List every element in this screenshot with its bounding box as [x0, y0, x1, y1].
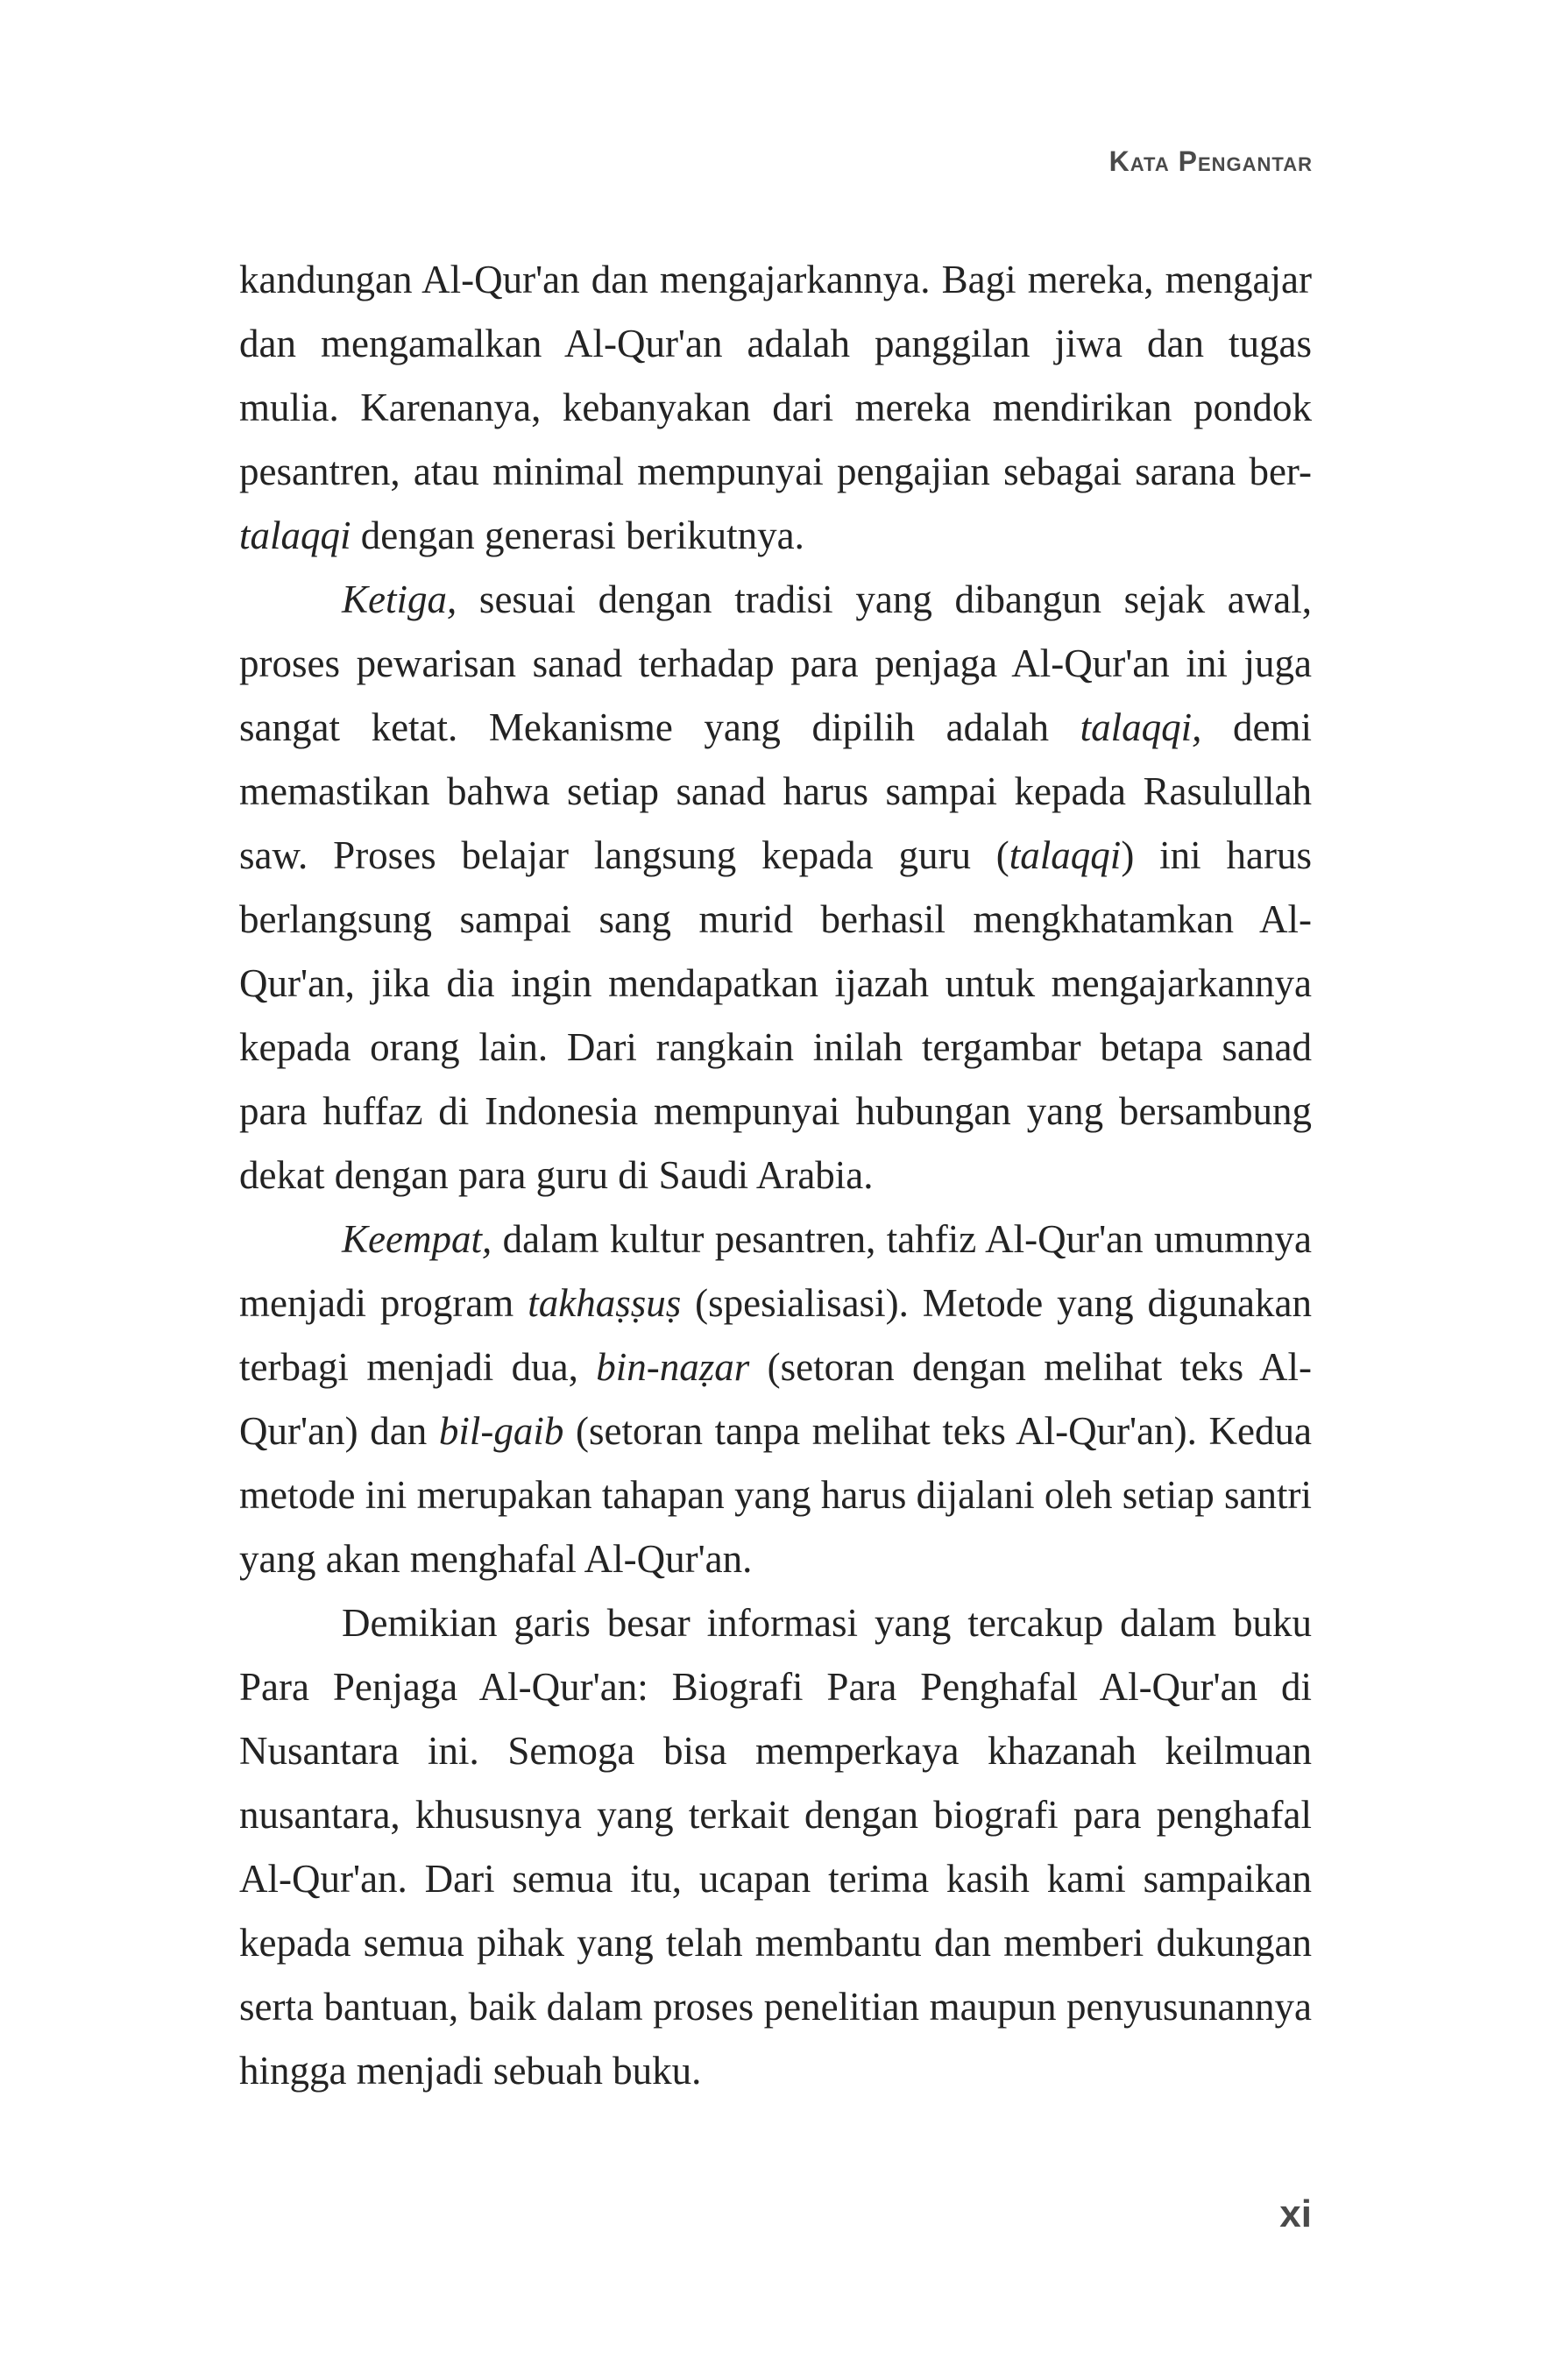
italic-term: bil-gaib — [438, 1409, 564, 1453]
page-number: xi — [1279, 2192, 1312, 2235]
italic-term: takhaṣṣuṣ — [528, 1281, 682, 1325]
paragraph — [239, 1208, 1312, 1591]
italic-term: talaqqi — [1009, 833, 1122, 877]
text-run: dengan generasi berikutnya. — [351, 514, 804, 557]
text-run: sesuai dengan tradisi yang dibangun sejak awal, proses pewarisan sanad terhadap para penjaga Al-Qur'an ini juga sangat ketat. Mekanisme yang dipilih adalah — [239, 577, 1312, 749]
text-run: (setoran tanpa melihat teks Al-Qur'an). Kedua metode ini merupakan tahapan yang harus dijalani oleh setiap santri yang akan menghafal Al-Qur'an. — [239, 1409, 1312, 1581]
italic-term: talaqqi, — [1080, 705, 1202, 749]
paragraph — [239, 568, 1312, 1208]
italic-term: talaqqi — [239, 514, 351, 557]
text-run: dalam kultur pesantren, tahfiz Al-Qur'an umumnya menjadi program — [239, 1217, 1312, 1325]
text-run: ) ini harus berlangsung sampai sang murid berhasil mengkhatamkan Al-Qur'an, jika dia ingin mendapatkan ijazah untuk mengajarkannya kepada orang lain. Dari rangkain inilah tergambar betapa sanad para huffaz di Indonesia mempunyai hubungan yang bersambung dekat dengan para guru di Saudi Arabia. — [239, 833, 1312, 1197]
italic-term: Keempat, — [342, 1217, 492, 1261]
italic-term: bin-naẓar — [596, 1345, 750, 1389]
running-head: Kata Pengantar — [1108, 145, 1313, 177]
body-text — [239, 248, 1312, 2103]
text-run: (spesialisasi). Metode yang digunakan terbagi menjadi dua, — [239, 1281, 1312, 1389]
paragraph — [239, 1591, 1312, 2103]
italic-term: Ketiga, — [342, 577, 457, 621]
text-run: Demikian garis besar informasi yang tercakup dalam buku Para Penjaga Al-Qur'an: Biografi Para Penghafal Al-Qur'an di Nusantara ini. Semoga bisa memperkaya khazanah keilmuan nusantara, khususnya yang terkait dengan biografi para penghafal Al-Qur'an. Dari semua itu, ucapan terima kasih kami sampaikan kepada semua pihak yang telah membantu dan memberi dukungan serta bantuan, baik dalam proses penelitian maupun penyusunannya hingga menjadi sebuah buku. — [239, 1601, 1312, 2093]
text-run: kandungan Al-Qur'an dan mengajarkannya. Bagi mereka, mengajar dan mengamalkan Al-Qur'an adalah panggilan jiwa dan tugas mulia. Karenanya, kebanyakan dari mereka mendirikan pondok pesantren, atau minimal mempunyai pengajian sebagai sarana ber- — [239, 258, 1312, 493]
text-run: (setoran dengan melihat teks Al-Qur'an) dan — [239, 1345, 1312, 1453]
paragraph — [239, 248, 1312, 568]
text-run: demi memastikan bahwa setiap sanad harus sampai kepada Rasulullah saw. Proses belajar langsung kepada guru ( — [239, 705, 1313, 877]
